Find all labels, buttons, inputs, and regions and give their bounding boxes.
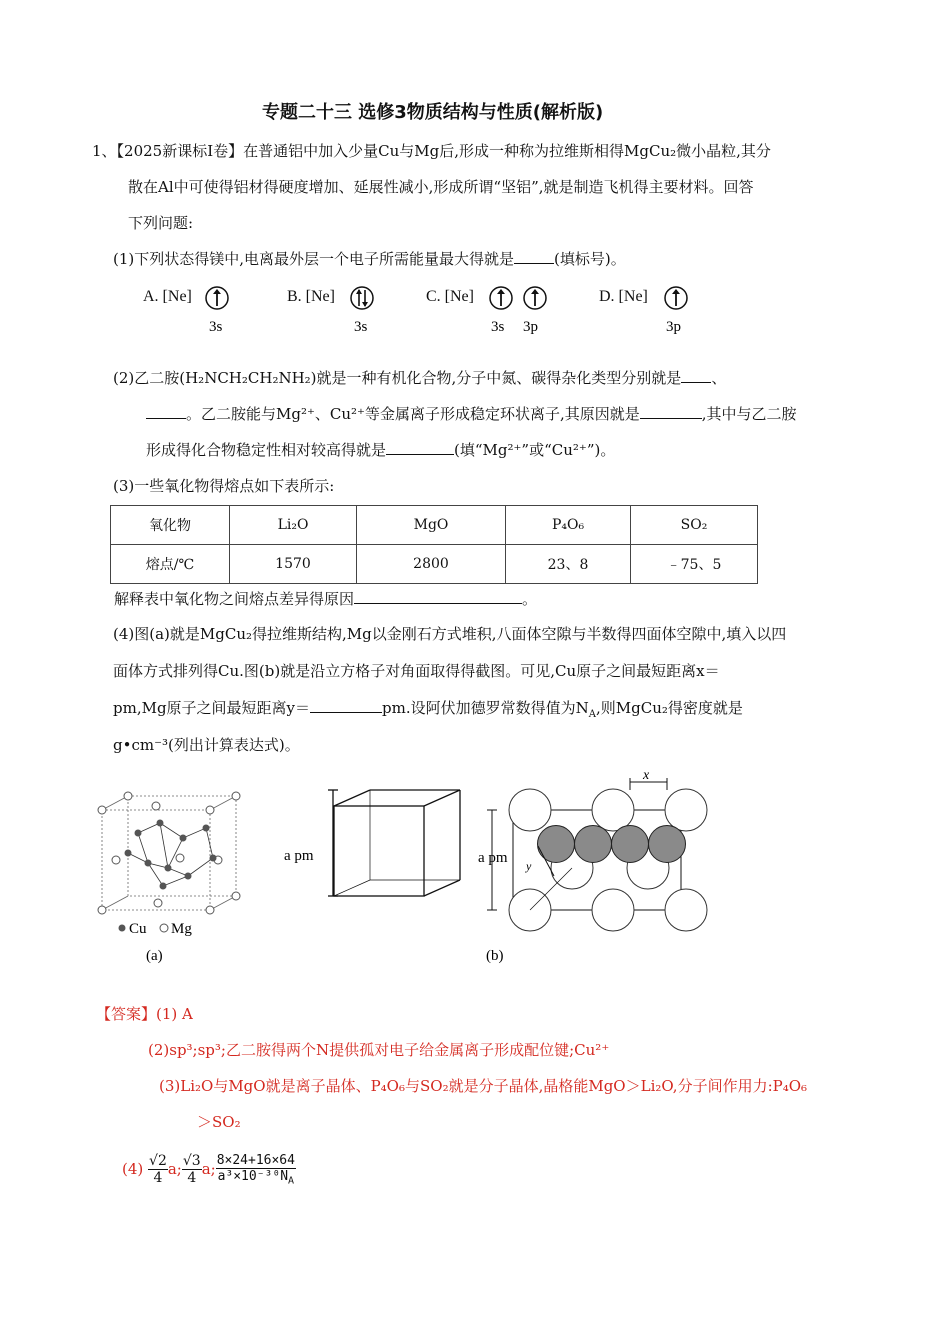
option-d [599,288,648,306]
part-2-line-2 [146,403,797,424]
orbital-label-3s: 3s [491,319,505,335]
part-1-tail: (填标号)。 [554,250,626,268]
part-2-text-3: ,其中与乙二胺 [701,405,797,423]
mg-atom [124,792,132,800]
answer-blank [310,698,382,713]
part-2-text-4: 形成得化合物稳定性相对较高得就是 [146,441,387,459]
mg-atom [232,792,240,800]
table-cell: MgO [357,506,506,545]
answer-tag: 【答案】 [96,1005,157,1023]
orbital-label-3s: 3s [354,319,368,335]
option-a [143,288,192,306]
question-stem-line-1 [92,140,771,161]
cu-atom [649,826,686,863]
answer-3-line-2: ＞SO₂ [197,1113,241,1131]
answer-blank [514,249,554,264]
option-d-orbitals [660,285,692,337]
dimension-label-a-b: a pm [478,850,508,866]
cu-atom [135,830,142,837]
part-2-line-3 [146,439,615,460]
part-4-text-b: pm.设阿伏加德罗常数得值为N [382,699,589,717]
cu-atom [210,855,217,862]
part-4-text-a: pm,Mg原子之间最短距离y＝ [113,699,311,717]
part-3-prompt: (3)一些氧化物得熔点如下表所示: [113,477,335,495]
density-fraction [216,1153,296,1187]
table-header-row [111,506,758,545]
fraction-numerator: √3 [182,1153,201,1170]
option-b-orbitals [348,285,380,337]
cu-atom [157,820,164,827]
part-4-line-2: 面体方式排列得Cu.图(b)就是沿立方格子对角面取得得截图。可见,Cu原子之间最短距离x＝ [113,662,720,680]
answer-blank [681,368,711,383]
cube-edge [334,790,370,806]
part-4-line-4: g•cm⁻³(列出计算表达式)。 [113,736,300,754]
arrow-head-icon [213,289,221,294]
part-1-prompt [113,248,626,269]
legend-cu-label: Cu [129,921,147,937]
fraction-denominator-subscript: A [288,1175,295,1187]
option-a-orbitals [203,285,235,337]
table-cell: 1570 [230,545,357,584]
cube-back-face [128,796,236,896]
figure-a-lattice [102,796,236,910]
stem-text-1: 在普通铝中加入少量Cu与Mg后,形成一种称为拉维斯相得MgCu₂微小晶粒,其分 [243,142,771,160]
answer-4-a1: a; [167,1159,182,1178]
figure-b-section [487,778,707,931]
cu-atom [612,826,649,863]
cu-atom [538,826,575,863]
answer-blank [640,404,702,419]
table-cell: 熔点/℃ [111,545,230,584]
part-3-explain-text: 解释表中氧化物之间熔点差异得原因 [114,590,355,608]
mg-atom [176,854,184,862]
fraction-sqrt3-over-4 [182,1153,202,1186]
part-4-text-c: ,则MgCu₂得密度就是 [596,699,743,717]
answer-4-a2: a; [201,1159,216,1178]
legend-mg-label: Mg [171,921,192,937]
cu-atom [203,825,210,832]
arrow-head-icon [362,302,368,307]
fraction-numerator: 8×24+16×64 [216,1153,295,1168]
fraction-denominator: 4 [187,1170,197,1187]
answer-blank [386,440,454,455]
cu-atom [160,883,167,890]
mg-atom [665,789,707,831]
figure-b-label: (b) [486,948,504,964]
orbital-label-3p: 3p [666,319,681,335]
melting-point-table [110,505,758,584]
orbital-label-3s: 3s [209,319,223,335]
cu-atom [165,865,172,872]
page-title: 专题二十三 选修3物质结构与性质(解析版) [262,102,604,123]
part-2-text: (2)乙二胺(H₂NCH₂CH₂NH₂)就是一种有机化合物,分子中氮、碳得杂化类型分别就是 [113,369,682,387]
fraction-denominator: a³×10⁻³⁰N [217,1169,289,1184]
mg-atom [98,906,106,914]
arrow-head-icon [672,289,680,294]
cu-atom [185,873,192,880]
mg-atom [152,802,160,810]
mg-atom [206,806,214,814]
legend-mg-icon [160,924,168,932]
arrow-head-icon [497,289,505,294]
part-1-text: (1)下列状态得镁中,电离最外层一个电子所需能量最大得就是 [113,250,515,268]
dimension-label-a: a pm [284,848,314,864]
y-label: y [526,859,532,873]
avogadro-subscript: A [588,709,596,720]
cu-bonds [183,828,213,876]
question-number: 1、 [92,142,117,160]
arrow-head-icon [531,289,539,294]
table-row [111,545,758,584]
mg-atom [98,806,106,814]
x-label: x [643,768,650,783]
part-2-line-1 [113,367,726,388]
part-3-end: 。 [522,590,538,608]
arrow-head-icon [356,289,362,294]
answer-blank [146,404,186,419]
fraction-denominator: 4 [153,1170,163,1187]
part-4-line-3 [113,697,743,720]
option-c-orbitals [487,285,553,337]
part-2-text-5: (填“Mg²⁺”或“Cu²⁺”)。 [454,441,616,459]
mg-atom [232,892,240,900]
part-4-line-1: (4)图(a)就是MgCu₂得拉维斯结构,Mg以金刚石方式堆积,八面体空隙与半数得四面体空隙中,填入以四 [113,625,787,643]
fraction-sqrt2-over-4 [148,1153,168,1186]
option-a-label: A. [Ne] [143,288,192,305]
cu-atom [180,835,187,842]
option-b [287,288,335,306]
mg-atom [206,906,214,914]
cu-atom [575,826,612,863]
part-3-explain [114,588,537,609]
figure-a-label: (a) [146,948,163,964]
answer-1: (1) A [156,1005,193,1023]
question-source: 【2025新课标Ⅰ卷】 [116,142,244,160]
option-c [426,288,474,306]
crystal-structure-figure [88,768,718,973]
option-d-label: D. [Ne] [599,288,648,305]
table-cell: P₄O₆ [506,506,631,545]
mg-atom [592,889,634,931]
cube-edge [424,790,460,806]
option-c-label: C. [Ne] [426,288,474,305]
fraction-numerator: √2 [149,1153,167,1170]
mg-atom [509,789,551,831]
table-cell: ﹣75、5 [631,545,758,584]
cube-edge [424,880,460,896]
orbital-circle [351,287,373,309]
mg-atom [112,856,120,864]
mg-atom [592,789,634,831]
mg-atom [665,889,707,931]
table-cell: 23、8 [506,545,631,584]
cu-atom [125,850,132,857]
question-stem-line-2: 散在Al中可使得铝材得硬度增加、延展性减小,形成所谓“坚铝”,就是制造飞机得主要材料。回答 [128,178,754,196]
table-cell: 2800 [357,545,506,584]
y-guide [530,868,572,910]
table-cell: SO₂ [631,506,758,545]
answer-4 [122,1153,296,1187]
answer-3-line-1: (3)Li₂O与MgO就是离子晶体、P₄O₆与SO₂就是分子晶体,晶格能MgO＞Li₂O,分子间作用力:P₄O₆ [159,1077,808,1095]
cu-bond [160,823,168,868]
orbital-label-3p: 3p [523,319,538,335]
diagonal-plane-cube [328,790,460,896]
part-2-separator: 、 [711,369,727,387]
cube-front [334,806,424,896]
cube-hidden-edge [334,880,370,896]
table-cell: Li₂O [230,506,357,545]
cu-atom [145,860,152,867]
option-b-label: B. [Ne] [287,288,335,305]
answer-line-1 [96,1003,193,1024]
answer-2: (2)sp³;sp³;乙二胺得两个N提供孤对电子给金属离子形成配位键;Cu²⁺ [148,1041,610,1059]
table-cell: 氧化物 [111,506,230,545]
part-2-text-2: 。乙二胺能与Mg²⁺、Cu²⁺等金属离子形成稳定环状离子,其原因就是 [186,405,640,423]
question-stem-line-3: 下列问题: [128,214,194,232]
answer-blank [354,589,522,604]
mg-atom [154,899,162,907]
answer-4-prefix: (4) [122,1159,144,1178]
legend-cu-icon [119,925,126,932]
